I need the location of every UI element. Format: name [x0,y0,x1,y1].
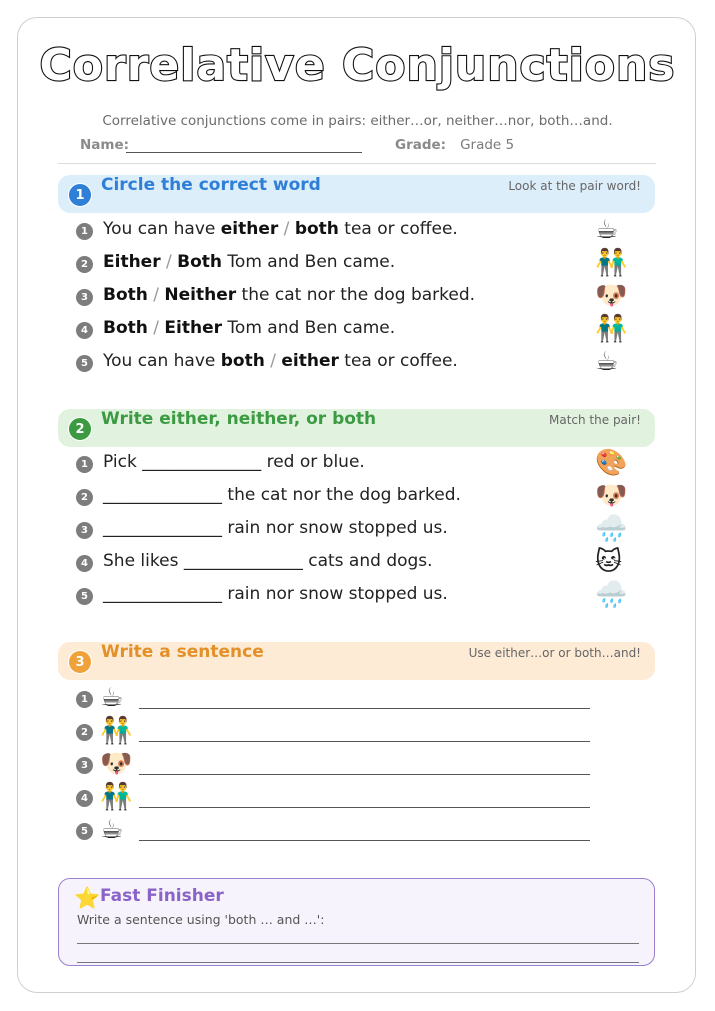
grade-label: Grade: [395,137,447,153]
two-men-icon: 👬 [595,314,628,344]
sentence-start: You can have [103,351,221,371]
sentence-start: You can have [103,219,221,239]
dog-icon: 🐶 [595,481,628,511]
fast-finisher-box [58,878,655,966]
coffee-icon: ☕ [595,215,619,245]
choice-option[interactable]: either [281,351,339,371]
exercise-row [76,347,636,377]
choice-separator: / [278,219,295,239]
cat-icon: 🐱 [595,547,623,577]
item-number: 5 [76,588,93,605]
fill-in-sentence[interactable]: Pick ______________ red or blue. [103,452,365,472]
grade-value: Grade 5 [460,137,515,153]
sentence-end: Tom and Ben came. [222,318,396,338]
fast-finisher-answer-line[interactable] [77,962,639,963]
choice-option[interactable]: Either [103,252,161,272]
section-3-title: Write a sentence [101,642,264,662]
fast-finisher-answer-line[interactable] [77,943,639,944]
section-2-number: 2 [68,417,92,441]
section-3-header [58,642,655,680]
choice-option[interactable]: both [220,351,265,371]
answer-line[interactable] [139,840,590,841]
choice-option[interactable]: either [220,219,279,239]
dog-icon: 🐶 [595,281,628,311]
exercise-row [76,281,636,311]
sentence [103,252,395,272]
choice-option[interactable]: both [294,219,339,239]
item-number: 3 [76,522,93,539]
sentence-end: tea or coffee. [338,351,458,371]
choice-separator: / [147,318,165,338]
exercise-row [76,514,636,544]
name-label: Name: [80,137,130,153]
choice-option[interactable]: Both [177,252,223,272]
item-number: 2 [76,489,93,506]
item-number: 4 [76,790,93,807]
palette-icon: 🎨 [595,448,628,478]
choice-separator: / [160,252,178,272]
two-men-icon: 👬 [100,716,133,746]
exercise-row [76,248,636,278]
sentence-end: Tom and Ben came. [222,252,396,272]
choice-separator: / [264,351,282,371]
answer-line[interactable] [139,774,590,775]
exercise-row [76,448,636,478]
section-1-number: 1 [68,183,92,207]
sentence [103,285,475,305]
item-number: 2 [76,256,93,273]
section-1-header [58,175,655,213]
sentence [103,219,458,239]
fast-finisher-prompt: Write a sentence using 'both … and …': [77,912,325,927]
item-number: 1 [76,691,93,708]
answer-line[interactable] [139,807,590,808]
sentence-row [76,684,596,714]
sentence [103,351,458,371]
name-field-label [80,137,129,153]
choice-option[interactable]: Both [103,318,148,338]
sentence-row [76,750,596,780]
item-number: 1 [76,223,93,240]
name-input-line[interactable] [126,152,362,153]
exercise-row [76,215,636,245]
two-men-icon: 👬 [100,782,133,812]
section-3-hint: Use either…or or both…and! [468,646,641,660]
rain-cloud-icon: 🌧️ [595,514,628,544]
item-number: 5 [76,355,93,372]
item-number: 3 [76,289,93,306]
fill-in-sentence[interactable]: ______________ rain nor snow stopped us. [103,518,448,538]
section-2-title: Write either, neither, or both [101,409,377,429]
fill-in-sentence[interactable]: ______________ the cat nor the dog barked. [103,485,461,505]
sentence-row [76,816,596,846]
dog-icon: 🐶 [100,749,133,779]
item-number: 3 [76,757,93,774]
sentence [103,318,395,338]
item-number: 1 [76,456,93,473]
item-number: 4 [76,555,93,572]
coffee-icon: ☕ [595,347,619,377]
fill-in-sentence[interactable]: ______________ rain nor snow stopped us. [103,584,448,604]
page-subtitle: Correlative conjunctions come in pairs: either…or, neither…nor, both…and. [102,113,613,129]
coffee-icon: ☕ [100,815,124,845]
fill-in-sentence[interactable]: She likes ______________ cats and dogs. [103,551,433,571]
answer-line[interactable] [139,708,590,709]
page-title: Correlative Conjunctions [39,40,676,91]
exercise-row [76,580,636,610]
section-2-header [58,409,655,447]
star-icon: ⭐ [74,886,101,910]
item-number: 4 [76,322,93,339]
choice-separator: / [147,285,165,305]
section-3-number: 3 [68,650,92,674]
section-2-hint: Match the pair! [549,413,641,427]
grade-field [395,137,514,153]
section-1-hint: Look at the pair word! [508,179,641,193]
sentence-row [76,717,596,747]
answer-line[interactable] [139,741,590,742]
item-number: 2 [76,724,93,741]
item-number: 5 [76,823,93,840]
coffee-icon: ☕ [100,683,124,713]
rain-cloud-icon: 🌧️ [595,580,628,610]
sentence-end: the cat nor the dog barked. [236,285,476,305]
exercise-row [76,481,636,511]
section-1-title: Circle the correct word [101,175,321,195]
exercise-row [76,314,636,344]
header-divider [58,163,656,164]
exercise-row [76,547,636,577]
fast-finisher-title: Fast Finisher [100,886,224,906]
two-men-icon: 👬 [595,248,628,278]
sentence-end: tea or coffee. [338,219,458,239]
sentence-row [76,783,596,813]
choice-option[interactable]: Both [103,285,148,305]
choice-option[interactable]: Neither [164,285,237,305]
choice-option[interactable]: Either [164,318,223,338]
